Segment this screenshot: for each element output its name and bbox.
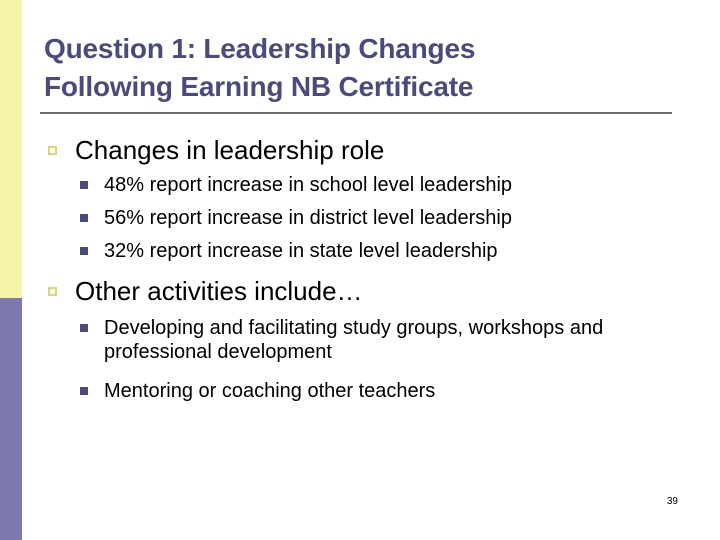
bullet-level2 xyxy=(80,239,680,263)
bullet-text: 56% report increase in district level leadership xyxy=(104,207,512,229)
hollow-square-bullet-icon xyxy=(48,146,57,155)
bullet-text: 32% report increase in state level leadership xyxy=(104,240,498,262)
section-heading: Changes in leadership role xyxy=(75,134,385,165)
slide-title xyxy=(44,30,684,106)
page-number: 39 xyxy=(666,496,678,507)
filled-square-bullet-icon xyxy=(80,214,88,222)
title-line-1: Question 1: Leadership Changes xyxy=(44,33,476,64)
bullet-level2 xyxy=(80,173,680,197)
filled-square-bullet-icon xyxy=(80,387,88,395)
filled-square-bullet-icon xyxy=(80,181,88,189)
side-accent-bar-purple xyxy=(0,298,22,540)
bullet-text: 48% report increase in school level leadership xyxy=(104,174,513,196)
bullet-text: Developing and facilitating study groups, workshops and professional development xyxy=(104,317,604,363)
section-heading: Other activities include… xyxy=(75,275,363,306)
filled-square-bullet-icon xyxy=(80,247,88,255)
bullet-level1 xyxy=(40,274,363,308)
bullet-text: Mentoring or coaching other teachers xyxy=(104,380,436,402)
bullet-level2 xyxy=(80,206,680,230)
side-accent-bar-yellow xyxy=(0,0,22,298)
bullet-level2 xyxy=(80,316,640,364)
title-line-2: Following Earning NB Certificate xyxy=(44,71,474,102)
bullet-level1 xyxy=(40,133,384,167)
bullet-level2 xyxy=(80,379,680,403)
hollow-square-bullet-icon xyxy=(48,287,57,296)
filled-square-bullet-icon xyxy=(80,324,88,332)
title-divider xyxy=(40,112,672,114)
